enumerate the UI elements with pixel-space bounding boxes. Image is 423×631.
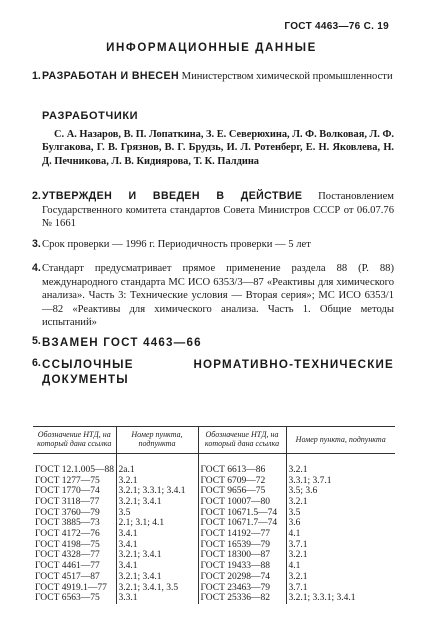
section-1-heading: РАЗРАБОТАН И ВНЕСЕН bbox=[42, 70, 179, 82]
cell-ntd-right: ГОСТ 16539—79 bbox=[198, 540, 286, 551]
cell-clause-left: 3.4.1 bbox=[116, 540, 198, 551]
cell-clause-right: 3.2.1 bbox=[286, 572, 395, 583]
table-header-row bbox=[33, 427, 395, 454]
section-5 bbox=[32, 335, 394, 350]
col-header-ntd-left: Обозначение НТД, на который дана ссылка bbox=[33, 427, 116, 454]
cell-ntd-left: ГОСТ 4198—75 bbox=[35, 539, 100, 550]
cell-clause-left: 3.3.1 bbox=[116, 593, 198, 604]
table-row bbox=[33, 486, 395, 497]
section-6-number: 6. bbox=[32, 357, 41, 369]
cell-clause-right: 3.7.1 bbox=[286, 583, 395, 594]
cell-clause-left: 3.2.1; 3.4.1 bbox=[116, 497, 198, 508]
cell-ntd-left: ГОСТ 12.1.005—88 bbox=[35, 464, 114, 475]
cell-clause-right: 3.3.1; 3.7.1 bbox=[286, 476, 395, 487]
section-3-number: 3. bbox=[32, 238, 41, 250]
cell-ntd-left: ГОСТ 3885—73 bbox=[35, 518, 100, 529]
cell-ntd-right: ГОСТ 19433—88 bbox=[198, 561, 286, 572]
cell-clause-left: 2а.1 bbox=[116, 453, 198, 475]
cell-ntd-left: ГОСТ 4172—76 bbox=[35, 529, 100, 540]
cell-clause-right: 3.7.1 bbox=[286, 540, 395, 551]
cell-ntd-right: ГОСТ 10007—80 bbox=[198, 497, 286, 508]
section-2-number: 2. bbox=[32, 190, 41, 202]
section-4 bbox=[32, 262, 394, 330]
section-5-number: 5. bbox=[32, 335, 41, 347]
section-3 bbox=[32, 238, 394, 252]
cell-ntd-right: ГОСТ 18300—87 bbox=[198, 550, 286, 561]
section-1-number: 1. bbox=[32, 70, 41, 82]
table-row bbox=[33, 529, 395, 540]
table-row bbox=[33, 476, 395, 487]
cell-clause-left: 3.2.1; 3.4.1, 3.5 bbox=[116, 583, 198, 594]
running-header: ГОСТ 4463—76 С. 19 bbox=[284, 21, 389, 32]
references-table bbox=[33, 426, 395, 604]
table-row bbox=[33, 561, 395, 572]
section-2-text: Постановлением Государственного комитета стандартов Совета Министров СССР от 06.07.76 № 1661 bbox=[42, 191, 394, 230]
section-4-text: Стандарт предусматривает прямое применение раздела 88 (Р. 88) международного стандарта МС ИСО 6353/3—87 «Реактивы для химического анализа». Часть 3: Технические условия — Вторая серия»; МС ИСО 6353/1—82 «Реактивы для химического анализа. Часть 1. Общие методы испытаний» bbox=[42, 263, 394, 329]
cell-ntd-left: ГОСТ 3118—77 bbox=[35, 496, 100, 507]
section-1-text: Министерством химической промышленности bbox=[181, 71, 393, 82]
cell-clause-right: 3.5 bbox=[286, 508, 395, 519]
cell-ntd-left: ГОСТ 1770—74 bbox=[35, 486, 100, 497]
section-5-heading: ВЗАМЕН ГОСТ 4463—66 bbox=[42, 336, 202, 349]
section-3-text: Срок проверки — 1996 г. Периодичность проверки — 5 лет bbox=[42, 239, 311, 250]
cell-clause-right: 3.2.1 bbox=[286, 453, 395, 475]
table-row bbox=[33, 453, 395, 475]
cell-clause-right: 3.5; 3.6 bbox=[286, 486, 395, 497]
section-6-heading: ССЫЛОЧНЫЕ НОРМАТИВНО-ТЕХНИЧЕСКИЕ ДОКУМЕНТЫ bbox=[42, 358, 394, 386]
section-2 bbox=[32, 190, 394, 231]
table-row bbox=[33, 572, 395, 583]
cell-ntd-left: ГОСТ 3760—79 bbox=[35, 507, 100, 518]
cell-ntd-right: ГОСТ 14192—77 bbox=[198, 529, 286, 540]
cell-clause-right: 4.1 bbox=[286, 529, 395, 540]
cell-clause-left: 3.2.1; 3.4.1 bbox=[116, 550, 198, 561]
developers-list: С. А. Назаров, В. П. Лопаткина, З. Е. Северюхина, Л. Ф. Волковая, Л. Ф. Булгакова, Г. В. Грязнов, В. Г. Брудзь, И. Л. Ротенберг, Е. Н. Яковлева, Н. Д. Печникова, Л. В. Кидиярова, Т. К. Палдина bbox=[42, 129, 394, 167]
cell-ntd-left: ГОСТ 4919.1—77 bbox=[35, 582, 107, 593]
cell-clause-right: 3.2.1; 3.3.1; 3.4.1 bbox=[286, 593, 395, 604]
section-4-number: 4. bbox=[32, 262, 41, 274]
cell-clause-left: 2.1; 3.1; 4.1 bbox=[116, 518, 198, 529]
cell-clause-left: 3.2.1 bbox=[116, 476, 198, 487]
cell-ntd-right: ГОСТ 10671.7—74 bbox=[198, 518, 286, 529]
cell-ntd-left: ГОСТ 4328—77 bbox=[35, 550, 100, 561]
col-header-ntd-right: Обозначение НТД, на который дана ссылка bbox=[198, 427, 286, 454]
developers-heading: РАЗРАБОТЧИКИ bbox=[42, 110, 139, 122]
col-header-clause-left: Номер пункта, подпункта bbox=[116, 427, 198, 454]
page-title: ИНФОРМАЦИОННЫЕ ДАННЫЕ bbox=[106, 42, 317, 54]
table-row bbox=[33, 497, 395, 508]
cell-clause-left: 3.5 bbox=[116, 508, 198, 519]
table-row bbox=[33, 550, 395, 561]
cell-ntd-left: ГОСТ 1277—75 bbox=[35, 475, 100, 486]
table-row bbox=[33, 593, 395, 604]
section-2-heading: УТВЕРЖДЕН И ВВЕДЕН В ДЕЙСТВИЕ bbox=[42, 190, 303, 202]
table-row bbox=[33, 518, 395, 529]
cell-ntd-right: ГОСТ 20298—74 bbox=[198, 572, 286, 583]
section-1 bbox=[32, 70, 394, 84]
cell-ntd-right: ГОСТ 6709—72 bbox=[198, 476, 286, 487]
table-row bbox=[33, 583, 395, 594]
col-header-clause-right: Номер пункта, подпункта bbox=[286, 427, 395, 454]
cell-ntd-right: ГОСТ 10671.5—74 bbox=[198, 508, 286, 519]
cell-clause-left: 3.2.1; 3.3.1; 3.4.1 bbox=[116, 486, 198, 497]
cell-ntd-right: ГОСТ 6613—86 bbox=[198, 453, 286, 475]
cell-ntd-left: ГОСТ 4461—77 bbox=[35, 561, 100, 572]
cell-ntd-left: ГОСТ 4517—87 bbox=[35, 571, 100, 582]
cell-ntd-right: ГОСТ 23463—79 bbox=[198, 583, 286, 594]
cell-clause-right: 4.1 bbox=[286, 561, 395, 572]
section-6 bbox=[32, 357, 394, 387]
cell-clause-left: 3.4.1 bbox=[116, 529, 198, 540]
cell-ntd-right: ГОСТ 25336—82 bbox=[198, 593, 286, 604]
cell-ntd-left: ГОСТ 6563—75 bbox=[35, 593, 100, 604]
cell-clause-right: 3.2.1 bbox=[286, 550, 395, 561]
cell-ntd-right: ГОСТ 9656—75 bbox=[198, 486, 286, 497]
cell-clause-right: 3.2.1 bbox=[286, 497, 395, 508]
cell-clause-right: 3.6 bbox=[286, 518, 395, 529]
table-row bbox=[33, 508, 395, 519]
cell-clause-left: 3.2.1; 3.4.1 bbox=[116, 572, 198, 583]
cell-clause-left: 3.4.1 bbox=[116, 561, 198, 572]
table-row bbox=[33, 540, 395, 551]
